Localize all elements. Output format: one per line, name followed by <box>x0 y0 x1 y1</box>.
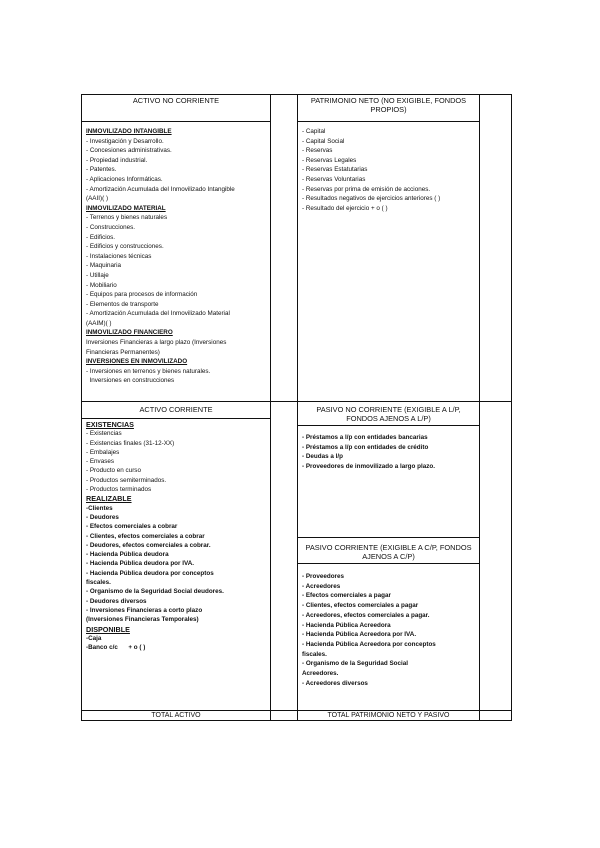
table-border-bottom <box>81 720 512 721</box>
total-activo: TOTAL ACTIVO <box>151 712 201 719</box>
activo-corriente-body <box>82 420 270 710</box>
header-rule <box>297 563 479 564</box>
section-title-disponible: DISPONIBLE <box>86 624 130 634</box>
table-border-top <box>81 94 512 95</box>
header-line: PATRIMONIO NETO (NO EXIGIBLE, FONDOS <box>310 96 467 105</box>
list-item: - Efectos comerciales a cobrar <box>86 523 178 531</box>
list-item: -Caja <box>86 634 102 642</box>
list-item: - Deudores, efectos comerciales a cobrar. <box>86 541 211 549</box>
list-item: - Hacienda Pública deudora <box>86 551 169 559</box>
list-item: - Hacienda Pública Acreedora por IVA. <box>302 631 417 639</box>
section-title-intangible: INMOVILIZADO INTANGIBLE <box>86 128 172 135</box>
header-rule <box>81 121 270 122</box>
patrimonio-neto-body <box>298 127 479 247</box>
section-title-existencias: EXISTENCIAS <box>86 420 134 429</box>
column-divider <box>479 94 480 721</box>
pasivo-no-corriente-body <box>298 433 479 483</box>
list-item: - Acreedores <box>302 582 341 590</box>
list-item: Acreedores. <box>302 670 339 678</box>
list-item: Inversiones en construcciones <box>86 377 175 385</box>
header-line: FONDOS AJENOS A L/P) <box>346 414 431 423</box>
list-item: - Hacienda Pública Acreedora <box>302 621 391 629</box>
list-item: (AAII)( ) <box>86 195 109 203</box>
list-item: - Reservas Voluntarias <box>302 175 366 183</box>
pasivo-corriente-body <box>298 572 479 702</box>
list-item: - Aplicaciones Informáticas. <box>86 175 163 183</box>
list-item: - Capital Social <box>302 137 345 145</box>
list-item: - Deudores diversos <box>86 597 147 605</box>
header-rule <box>297 121 479 122</box>
list-item: - Organismo de la Seguridad Social <box>302 660 409 668</box>
list-item: - Hacienda Pública deudora por conceptos <box>86 569 214 577</box>
list-item: - Construcciones. <box>86 223 135 231</box>
header-line: PROPIOS) <box>370 105 407 114</box>
list-item: - Proveedores de inmovilizado a largo plazo. <box>302 462 435 470</box>
list-item: - Edificios. <box>86 233 116 241</box>
list-item: - Acreedores, efectos comerciales a pagar. <box>302 611 430 619</box>
list-item: - Maquinaria <box>86 262 121 270</box>
list-item: - Reservas Legales <box>302 156 357 164</box>
list-item: - Producto en curso <box>86 467 141 475</box>
list-item: - Organismo de la Seguridad Social deudores. <box>86 588 224 596</box>
list-item: - Hacienda Pública Acreedora por conceptos <box>302 640 436 648</box>
list-item: - Utillaje <box>86 271 109 279</box>
pasivo-corriente-header <box>298 543 479 561</box>
balance-sheet-table <box>81 94 512 721</box>
table-border-right <box>511 94 512 721</box>
row-divider <box>81 401 512 402</box>
list-item: - Resultado del ejercicio + o ( ) <box>302 204 388 212</box>
list-item: - Clientes, efectos comerciales a pagar <box>302 602 419 610</box>
list-item: fiscales. <box>86 579 111 587</box>
section-title-financiero: INMOVILIZADO FINANCIERO <box>86 329 173 337</box>
list-item: - Embalajes <box>86 448 120 456</box>
list-item: - Investigación y Desarrollo. <box>86 137 164 145</box>
list-item: (Inversiones Financieras Temporales) <box>86 616 199 624</box>
list-item: - Productos semiterminados. <box>86 476 167 484</box>
activo-corriente-header: ACTIVO CORRIENTE <box>139 405 213 414</box>
list-item: - Patentes. <box>86 166 117 174</box>
list-item: -Clientes <box>86 504 113 512</box>
header-line: AJENOS A C/P) <box>362 552 415 561</box>
section-title-inversiones: INVERSIONES EN INMOVILIZADO <box>86 358 188 366</box>
list-item: - Deudores <box>86 513 119 521</box>
list-item: Financieras Permanentes) <box>86 348 160 356</box>
list-item: - Clientes, efectos comerciales a cobrar <box>86 532 205 540</box>
activo-no-corriente-header: ACTIVO NO CORRIENTE <box>132 96 220 105</box>
list-item: - Existencias finales (31-12-XX) <box>86 439 175 447</box>
list-item: - Hacienda Pública deudora por IVA. <box>86 560 195 568</box>
patrimonio-neto-header <box>298 96 479 114</box>
list-item: - Proveedores <box>302 573 344 580</box>
list-item: - Equipos para procesos de información <box>86 291 198 299</box>
list-item: - Envases <box>86 458 114 466</box>
list-item: - Concesiones administrativas. <box>86 147 172 155</box>
column-divider <box>270 94 271 721</box>
header-rule <box>297 425 479 426</box>
list-item: - Reservas por prima de emisión de acciones. <box>302 185 431 193</box>
section-title-material: INMOVILIZADO MATERIAL <box>86 204 166 212</box>
list-item: - Edificios y construcciones. <box>86 243 164 251</box>
list-item: - Inversiones en terrenos y bienes naturales. <box>86 367 211 375</box>
list-item: - Préstamos a l/p con entidades de crédito <box>302 443 429 451</box>
list-item: fiscales. <box>302 650 327 658</box>
list-item: - Existencias <box>86 430 122 438</box>
list-item: - Inversiones Financieras a corto plazo <box>86 606 203 614</box>
list-item: - Resultados negativos de ejercicios anteriores ( ) <box>302 195 441 203</box>
activo-no-corriente-body <box>82 127 270 399</box>
list-item: - Préstamos a l/p con entidades bancarias <box>302 434 428 441</box>
list-item: - Terrenos y bienes naturales <box>86 214 168 222</box>
list-item: - Amortización Acumulada del Inmovilizado Intangible <box>86 185 235 193</box>
list-item: - Capital <box>302 128 326 135</box>
list-item: - Amortización Acumulada del Inmovilizado Material <box>86 310 230 318</box>
list-item: - Elementos de transporte <box>86 300 159 308</box>
list-item: - Mobiliario <box>86 281 117 289</box>
list-item: - Instalaciones técnicas <box>86 252 152 260</box>
list-item: - Deudas a l/p <box>302 453 343 461</box>
list-item: - Acreedores diversos <box>302 679 368 687</box>
total-patrimonio-neto-y-pasivo: TOTAL PATRIMONIO NETO Y PASIVO <box>327 712 450 719</box>
row-divider <box>297 537 479 538</box>
list-item: - Productos terminados <box>86 486 152 494</box>
pasivo-no-corriente-header <box>298 405 479 423</box>
list-item: - Reservas Estatutarias <box>302 166 368 174</box>
list-item: Inversiones Financieras a largo plazo (Inversiones <box>86 339 227 347</box>
header-rule <box>81 418 270 419</box>
list-item: (AAIM)( ) <box>86 319 112 327</box>
header-line: PASIVO CORRIENTE (EXIGIBLE A C/P, FONDOS <box>305 543 472 552</box>
section-title-realizable: REALIZABLE <box>86 494 132 504</box>
list-item: -Banco c/c + o ( ) <box>86 644 146 652</box>
list-item: - Propiedad industrial. <box>86 156 148 164</box>
list-item: - Reservas <box>302 147 333 155</box>
list-item: - Efectos comerciales a pagar <box>302 592 391 600</box>
header-line: PASIVO NO CORRIENTE (EXIGIBLE A L/P, <box>316 405 461 414</box>
